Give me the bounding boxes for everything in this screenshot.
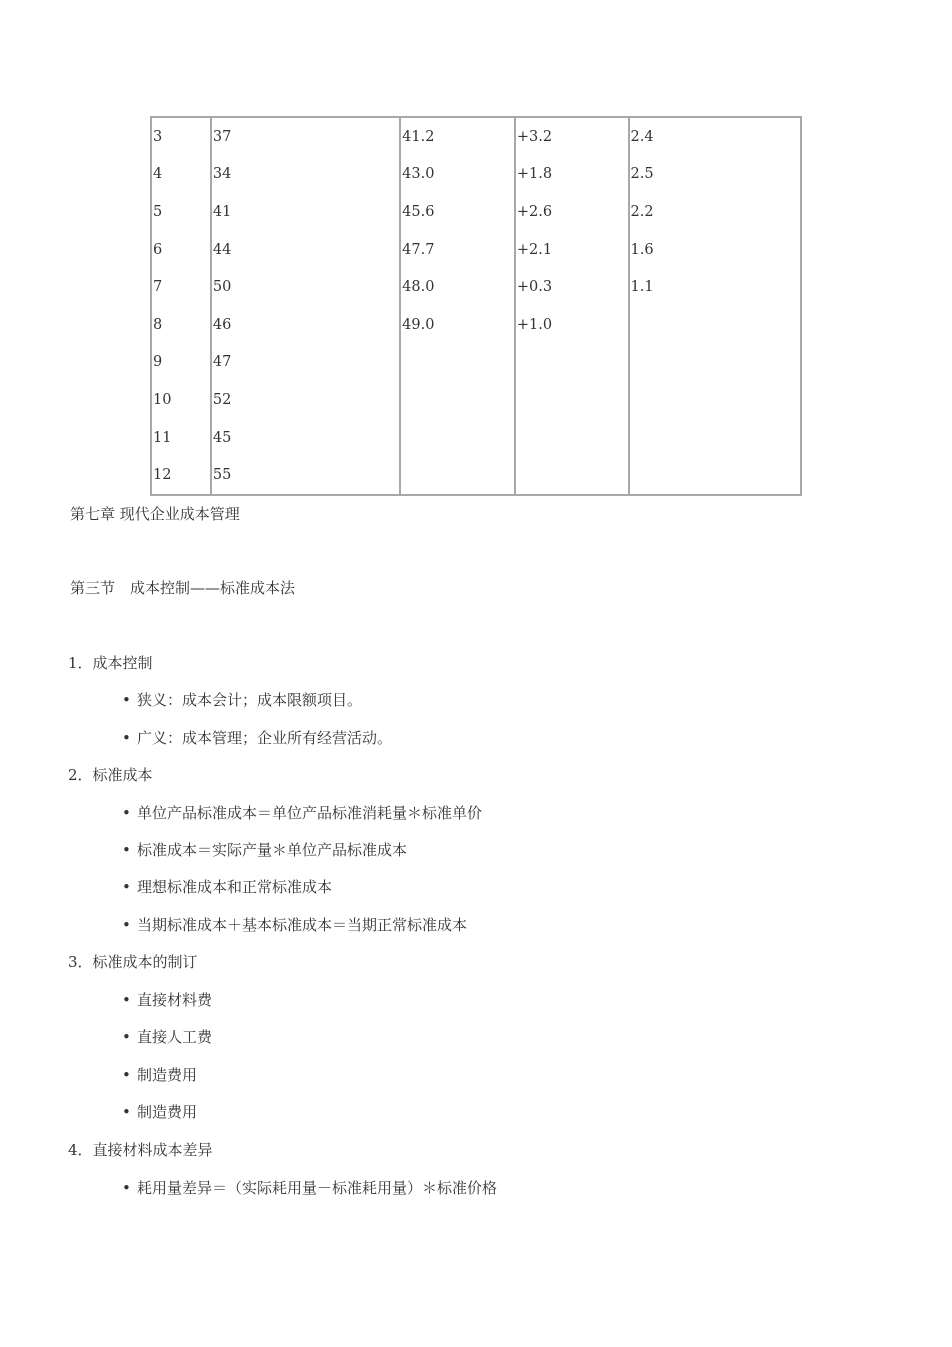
table-cell (400, 344, 515, 382)
table-row (151, 268, 801, 306)
bullet-dot: • (122, 991, 131, 1009)
outline-item-title: 1．成本控制 (68, 654, 153, 672)
table-cell: +1.0 (515, 306, 629, 344)
bullet-text: 制造费用 (137, 1103, 198, 1121)
table-cell: 49.0 (400, 306, 515, 344)
bullet-dot: • (122, 916, 131, 934)
bullet-item (122, 877, 332, 897)
table-cell (515, 344, 629, 382)
section-heading: 第三节 成本控制——标准成本法 (70, 579, 296, 597)
bullet-dot: • (122, 878, 131, 896)
table-cell: +0.3 (515, 268, 629, 306)
table-cell: 45.6 (400, 193, 515, 231)
bullet-item (122, 1027, 212, 1047)
bullet-text: 当期标准成本＋基本标准成本＝当期正常标准成本 (137, 916, 468, 934)
bullet-text: 狭义：成本会计；成本限额项目。 (137, 691, 363, 709)
table-cell: +1.8 (515, 156, 629, 194)
bullet-dot: • (122, 1066, 131, 1084)
table-cell: 55 (211, 456, 400, 495)
table-cell: 47 (211, 344, 400, 382)
table-cell: 2.5 (629, 156, 801, 194)
table-cell (515, 456, 629, 495)
table-cell (629, 306, 801, 344)
bullet-item (122, 1102, 197, 1122)
table-cell: 2.4 (629, 117, 801, 156)
bullet-text: 广义：成本管理；企业所有经营活动。 (137, 729, 393, 747)
table-cell (400, 456, 515, 495)
table-cell (629, 456, 801, 495)
outline-item-title: 3．标准成本的制订 (68, 953, 198, 971)
table-cell: +2.1 (515, 231, 629, 269)
table-row (151, 306, 801, 344)
bullet-item (122, 990, 212, 1010)
table-cell: 4 (153, 166, 163, 183)
table-cell: 41 (211, 193, 400, 231)
table-cell: 48.0 (400, 268, 515, 306)
bullet-item (122, 1178, 497, 1198)
bullet-text: 理想标准成本和正常标准成本 (137, 878, 333, 896)
bullet-text: 直接人工费 (137, 1028, 213, 1046)
bullet-dot: • (122, 729, 131, 747)
table-cell: 45 (211, 419, 400, 457)
table-cell: +2.6 (515, 193, 629, 231)
bullet-text: 耗用量差异＝（实际耗用量－标准耗用量）＊标准价格 (137, 1179, 498, 1197)
outline-item-title: 4．直接材料成本差异 (68, 1141, 213, 1159)
bullet-item (122, 840, 407, 860)
table-cell: 52 (211, 381, 400, 419)
table-cell: 34 (211, 156, 400, 194)
data-table (150, 116, 802, 496)
table-cell: 44 (211, 231, 400, 269)
table-cell: 47.7 (400, 231, 515, 269)
table-cell: 9 (153, 354, 163, 371)
bullet-item (122, 803, 482, 823)
bullet-item (122, 728, 392, 748)
table-cell (629, 381, 801, 419)
table-row (151, 231, 801, 269)
bullet-dot: • (122, 1179, 131, 1197)
table-cell (400, 419, 515, 457)
bullet-text: 直接材料费 (137, 991, 213, 1009)
table-cell: 37 (211, 117, 400, 156)
table-cell (629, 344, 801, 382)
bullet-text: 标准成本＝实际产量＊单位产品标准成本 (137, 841, 408, 859)
table-cell: 8 (153, 316, 163, 333)
chapter-heading: 第七章 现代企业成本管理 (70, 505, 240, 523)
bullet-dot: • (122, 841, 131, 859)
table-cell (629, 419, 801, 457)
table-cell: 41.2 (400, 117, 515, 156)
table-cell (400, 381, 515, 419)
outline-item-title: 2．标准成本 (68, 766, 153, 784)
table-row (151, 344, 801, 382)
bullet-item (122, 1065, 197, 1085)
bullet-dot: • (122, 691, 131, 709)
table-cell: +3.2 (515, 117, 629, 156)
table-cell: 12 (153, 467, 172, 484)
table-cell: 1.6 (629, 231, 801, 269)
table-cell: 2.2 (629, 193, 801, 231)
table-cell: 10 (153, 391, 172, 408)
table-cell (515, 381, 629, 419)
table-cell: 11 (153, 429, 172, 446)
table-cell: 43.0 (400, 156, 515, 194)
bullet-text: 单位产品标准成本＝单位产品标准消耗量＊标准单价 (137, 804, 483, 822)
table-cell: 6 (153, 241, 163, 258)
table-cell: 7 (153, 279, 163, 296)
bullet-dot: • (122, 1103, 131, 1121)
table-row (151, 156, 801, 194)
table-cell: 46 (211, 306, 400, 344)
table-row (151, 419, 801, 457)
bullet-item (122, 690, 362, 710)
bullet-item (122, 915, 467, 935)
bullet-text: 制造费用 (137, 1066, 198, 1084)
table-cell: 1.1 (629, 268, 801, 306)
table-row (151, 117, 801, 156)
bullet-dot: • (122, 804, 131, 822)
table-row (151, 193, 801, 231)
table-row (151, 381, 801, 419)
table-cell: 5 (153, 203, 163, 220)
table-cell: 3 (153, 128, 163, 145)
table-cell (515, 419, 629, 457)
bullet-dot: • (122, 1028, 131, 1046)
table-cell: 50 (211, 268, 400, 306)
table-row (151, 456, 801, 495)
